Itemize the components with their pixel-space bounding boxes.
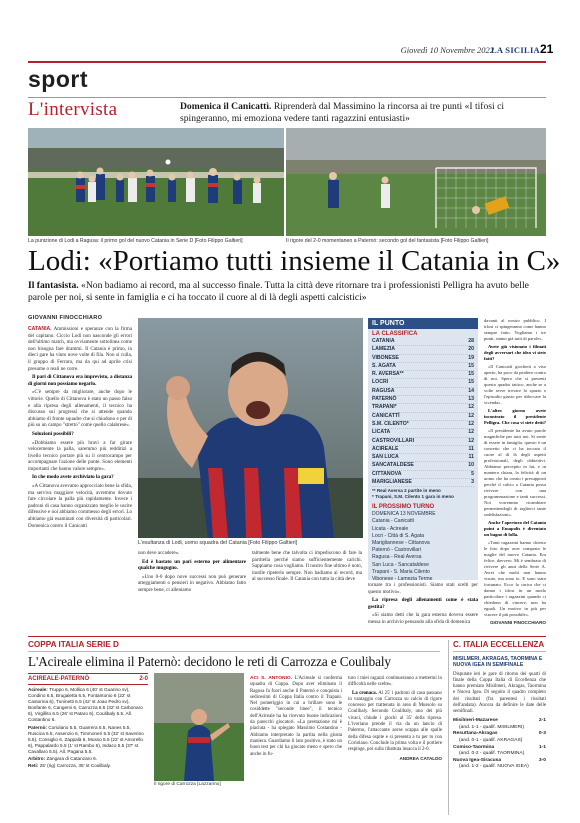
standings-points: 28 — [468, 338, 474, 344]
photo-carrozza-penalty — [154, 673, 244, 781]
result-score: 2-1 — [538, 718, 546, 724]
standings-points: 12 — [468, 404, 474, 411]
standings-note: * Trapani, S.M. Cilento 1 gara in meno — [372, 494, 454, 500]
fixtures-list — [368, 518, 478, 583]
standings-row — [372, 338, 474, 346]
fixture-row: Trapani - S. Maria Cilento — [372, 568, 430, 575]
question-6: Avete già visionato i filmati degli avversari che idea vi siete fatti? — [484, 344, 546, 361]
standings-points: 12 — [468, 437, 474, 444]
standings-team: S. AGATA — [372, 362, 396, 369]
photo-penalty — [286, 128, 546, 236]
fixture-row: Vibonese - Lamezia Terme — [372, 575, 433, 582]
header-date: Giovedì 10 Novembre 2022 — [400, 45, 494, 55]
bottom-headline: L'Acireale elimina il Paternò: decidono le reti di Carrozza e Coulibaly — [28, 654, 391, 669]
standings-row — [372, 413, 474, 421]
standings-points: 12 — [468, 420, 474, 427]
standings-row — [372, 438, 474, 446]
article-p10: davanti al nostro pubblico. I tifosi ci spingeranno come hanno sempre fatto. Vogliamo i tre punti, siamo già tutti di parole». — [484, 318, 546, 341]
standings-points: 10 — [468, 462, 474, 469]
eccellenza-results — [453, 718, 546, 771]
result-note: (and. 1-1 - qualif. MISILMERI) — [459, 724, 524, 730]
next-turn-date: DOMENICA 13 NOVEMBRE — [372, 511, 436, 518]
header-page-number: 21 — [540, 42, 554, 56]
article-p7: talmente bene che talvolta ci impediscono di fare la partitella perché siamo sufficientemente carichi. Sappiamo cosa vogliamo. Il nostro fine ultimo è noto, inutile ripeterlo sempre. Non badiamo ai record, ma al successo finale. Il Catania con tutta la città deve — [252, 550, 362, 583]
standings-points: 5 — [471, 470, 474, 477]
standings-row — [372, 462, 474, 470]
carrozza-image — [154, 673, 244, 781]
standings-row — [372, 421, 474, 429]
question-8: Anche l'apertura del Catania point a Emapolis è diventato un bagno di folla. — [484, 520, 546, 537]
standings-points: 15 — [468, 371, 474, 378]
standings-team: CASTROVILLARI — [372, 437, 415, 444]
article-p1: Ammissioni e speranze con la firma del capitano. Ciccio Lodi non nasconde gli errori dell'ultimo match, ma ovviamente sottolinea come non bisogna fare drammi. Il Catania è primo, in dieci gare ha vinto nove volte di fila. Non si culla, il gruppo di Ferraro, ma da qui ad aprile crisi presume o reali ne corre. — [28, 326, 132, 372]
article-col-2 — [138, 550, 246, 596]
question-1: Il pari di Cittanova era imprevisto, a distanza di giorni non possiamo negarlo. — [28, 374, 132, 387]
standings-team: MARIGLIANESE — [372, 479, 412, 486]
question-5: La ripresa degli allenamenti come è stata gestita? — [368, 597, 478, 610]
standings-team: SAN LUCA — [372, 454, 399, 461]
tabellino-entry — [28, 687, 148, 724]
standings-team: VIBONESE — [372, 354, 399, 361]
free-kick-image — [28, 128, 284, 236]
standings-points: 3 — [471, 479, 474, 486]
deck-text: Riprenderà dal Massimino la rincorsa ai tre punti «I tifosi ci spingeranno, mi emoziona vedere tanti ragazzini entusiasti» — [180, 101, 505, 125]
page-header — [0, 42, 580, 58]
section-kicker: L'intervista — [28, 99, 118, 120]
standings-team: S.M. CILENTO* — [372, 420, 409, 427]
standings-row — [372, 454, 474, 462]
tabellino-label: Reti: — [28, 763, 40, 769]
subhead-bold: Il fantasista. — [28, 280, 79, 291]
byline: GIOVANNI FINOCCHIARO — [28, 315, 103, 321]
tabellino-text: 25' (rig) Carrozza, 35' st Coulibaly. — [39, 763, 111, 769]
photo-celebration — [138, 318, 363, 538]
standings-row — [372, 479, 474, 487]
fixture-row: Ragusa - Real Aversa — [372, 554, 422, 561]
standings-team: ACIREALE — [372, 445, 399, 452]
fixture-row: Catania - Canicattì — [372, 518, 415, 525]
standings-team: R. AVERSA** — [372, 371, 404, 378]
article-p12: «Il presidente ha avuto parole magnifiche per tutti noi. Si sente di essere in famiglia, questo è un concetto che ci ha toccato il cuore al di là degli aspetti professionali, degli obbiettivi. Abbiamo percepito in lui, e in maniera chiara, la felicità di un uomo che ha creato i presupposti perché il calcio a Catania possa rivivere con una programmazione e tanti successi. Noi vorremmo ricambiare permettendogli di toglierci tante soddisfazioni». — [484, 428, 546, 517]
article-p3: «Dobbiamo essere più bravi a far girare velocemente la palla, saremmo più redditizi a livello tecnico portare più su il centrocampo per accompagnare l'azione delle punte. Sono elementi importanti che hanno valore sempre». — [28, 439, 132, 472]
article-signature: GIOVANNI FINOCCHIARO — [489, 620, 546, 625]
sidebar-box — [368, 318, 478, 580]
lead-place: CATANIA. — [28, 326, 52, 332]
article-col-last — [484, 318, 546, 628]
standings-team: SANCATALDESE — [372, 462, 414, 469]
standings-team: CANICATTÌ — [372, 412, 400, 419]
tabellino-label: Arbitro: — [28, 756, 47, 762]
article-p2: «C'è sempre da migliorare, anche dopo le vittorie. Quello di Cittanova è stato un passo falso e alla ripresa degli allenamenti, il tecnico ha discusso sui progressi che si attende quando abbiamo di fronte squadre che si chiudono e per di più su un campo "stretto" come quello calabrese». — [28, 389, 132, 429]
deck-bold: Domenica il Canicattì. — [180, 101, 272, 112]
result-note: (and. 0-1 - qualif. AKRAGAS) — [459, 738, 523, 744]
standings-row — [372, 396, 474, 404]
score-teams: ACIREALE-PATERNÒ — [28, 676, 90, 682]
standings-row — [372, 346, 474, 354]
celebration-image — [138, 318, 363, 538]
coppa-serie-d-label: COPPA ITALIA SERIE D — [28, 640, 440, 652]
result-match: Resuttana-Akragas — [453, 731, 498, 737]
standings-row — [372, 355, 474, 363]
standings-points: 19 — [468, 354, 474, 361]
result-match: Comiso-Taormina — [453, 744, 495, 750]
eccellenza-label: C. ITALIA ECCELLENZA — [453, 640, 546, 652]
tabellino-entry — [28, 756, 148, 762]
standings-table — [368, 338, 478, 487]
section-name: sport — [28, 66, 88, 92]
standings-row — [372, 429, 474, 437]
standings-points: 12 — [468, 412, 474, 419]
article-p4: «A Cittanova avevamo approcciato bene la sfida, ma serviva maggiore velocità, avremmo dovuto fare circolare la palla più rapidamente. Invece i padroni di casa hanno organizzato meglio le uscite difensive e noi abbiamo commesso degli errori. Lo abbiamo già esaminati con diversità di particolari. Domenica contro il Canicattì — [28, 483, 132, 529]
standings-points: 14 — [468, 387, 474, 394]
article-col-1 — [28, 326, 132, 531]
bottom-col3-text: turo i miei ragazzi continueranno a mettermi in difficoltà nelle scelte». — [348, 676, 442, 688]
subhead — [28, 280, 548, 304]
standings-row — [372, 379, 474, 387]
photo-caption-left: La punizione di Lodi a Ragusa: il primo gol del nuovo Catania in Serie D [Foto Filippo Galtieri] — [28, 238, 243, 244]
standings-note: ** Real Aversa 2 partite in meno — [372, 488, 441, 494]
result-score: 1-1 — [538, 744, 546, 750]
center-photo-caption: L'esultanza di Lodi, uomo squadra del Catania [Foto Filippo Galtieri] — [138, 540, 298, 546]
photo-caption-right: Il rigore del 2-0 momentaneo a Paternò: secondo gol del fantasista [Foto Filippo Galtieri] — [286, 238, 489, 244]
fixture-row: Marigliannese - Cittanova — [372, 539, 430, 546]
standings-row — [372, 363, 474, 371]
question-4: Ed è bastato un pari esterno per alimentare qualche mugugno. — [138, 558, 246, 572]
tabellino-text: Truppo 6, Mollica 6 (40' st Guarino sv), Condino 6.5, Brugaletta 6.5, Fontantonio 6 (22' st Castorina 6), Tuninetti 6.5 (42' st Joao Pedro sv), Bonfante 6, Cangemi 6, Carrozza 6.5 (32' st Carbonaro 6), Virgillito 6.5 (26' st Pataro 6), Coulibaly 6.5. All. Costantino 6. — [28, 687, 143, 723]
next-turn-title: IL PROSSIMO TURNO — [372, 504, 435, 511]
header-rule — [28, 61, 546, 63]
standings-team: LAMEZIA — [372, 346, 396, 353]
fixture-row: Locri - Città di S. Agata — [372, 532, 425, 539]
article-col-4 — [368, 582, 478, 628]
standings-points: 20 — [468, 346, 474, 353]
tabellino-text: Coriolano 5.5, Guarrera 5.5, Nanes 5.5, Ruscica 5.5, Assenzio 6, Timmoneri 5.5 (32' st Saverino 5.5), Consiglio 6, Zappalà 6, Musso 5.5 (22' st Amorello 6), Pappalardo 5.5 (1' st Rambo 6), Indaco 5.5 (37' st Cavallaro 5.5). All. Pagana 5.5. — [28, 724, 144, 754]
standings-row — [372, 471, 474, 479]
question-3: In che modo avete archiviato la gara? — [32, 474, 114, 481]
result-score: 0-3 — [538, 731, 546, 737]
standings-team: RAGUSA — [372, 387, 395, 394]
standings-row — [372, 404, 474, 412]
standings-points: 11 — [468, 445, 474, 452]
standings-team: CITTANOVA — [372, 470, 402, 477]
score-header — [28, 673, 148, 685]
standings-team: LICATA — [372, 429, 391, 436]
standings-points: 15 — [468, 379, 474, 386]
score-box — [28, 673, 148, 815]
article-p11: «Il Canicattì giocherà a viso aperto, ha poco da perdere contro di noi. Spero che si presenti questo quadro tattico, anche se a volte serve trovare lo spazio e l'episodio giusto per sbloccare la vicenda». — [484, 364, 546, 405]
result-note: (and. 1-2 - qualif. NUOVA IGEA) — [459, 764, 529, 770]
score-value: 2-0 — [139, 676, 148, 682]
article-p13: «Tanti ragazzini hanno chiesto le foto dopo aver comprato le maglie del nuovo Catania. Era felice, davvero. Mi è sembrato di rivivere gli anni della Serie A. Avrei che molti non hanno visuto, ma sono io. E sono stato fortunato. Ecco la carica che ci danno i tifosi in un modo particolare i ragazzini quando ci chiedono di vincere, non ha eguali. Un motivo in più per vincere il più possibile». — [484, 540, 546, 617]
article-p5: non deve accadere». — [138, 550, 180, 556]
fixture-row: Licata - Acireale — [372, 525, 409, 532]
standings-title: LA CLASSIFICA — [372, 331, 418, 337]
bottom-col3b-text: Al 25' i padroni di casa passano in vantaggio con Carrozza su calcio di rigore concesso per trattenuta in area di Mussolo su Coulibaly. Secondo Coulibaly, uno dei più vivaci, chiude i giochi al 35' della ripresa. L'ivoriano prende il via da un lancio di Palermo, l'attaccante aorse scappa alle spalle della difesa ospite e si presenta a tu per tu con Coriolano. Conclude la prima volta e il portiere respinge, poi sulla ribattuta insacca il 2-0. — [348, 690, 443, 753]
standings-team: PATERNÒ — [372, 396, 397, 403]
article-p6: «Uno 0-0 dopo nove successi non può generare atteggiamenti o pensieri in negativo. Abbiamo fatto sempre bene, ci alleniamo — [138, 573, 246, 593]
standings-row — [372, 371, 474, 379]
tabellino — [28, 687, 148, 769]
tabellino-entry — [28, 763, 148, 769]
question-2: Soluzioni possibili? — [32, 430, 74, 437]
standings-points: 11 — [468, 454, 474, 461]
standings-points: 15 — [468, 362, 474, 369]
fixture-row: Paternò - Castrovillari — [372, 547, 421, 554]
standings-row — [372, 446, 474, 454]
cronaca-label: La cronaca. — [352, 690, 377, 696]
standings-points: 12 — [468, 429, 474, 436]
header-paper: LA SICILIA — [490, 45, 540, 55]
standings-notes — [368, 487, 478, 501]
result-match: Misilmeri-Mazarese — [453, 718, 498, 724]
article-p8: tornare tra i professionisti. Siamo stati scelti per questo motivo». — [368, 582, 478, 595]
headline: Lodi: «Portiamo tutti insieme il Catania in C» — [28, 245, 561, 277]
bottom-col-2 — [250, 676, 342, 760]
photo-free-kick — [28, 128, 284, 236]
result-match: Nuova Igea-Siracusa — [453, 757, 502, 763]
tabellino-label: Acireale: — [28, 687, 50, 692]
penalty-image — [286, 128, 546, 236]
tabellino-entry — [28, 725, 148, 755]
standings-row — [372, 388, 474, 396]
question-7: L'altro giorno avete incontrato il presidente Pelligra. Che cosa vi siete detti? — [484, 408, 546, 425]
result-note: (and. 0-2 - qualif. TAORMINA) — [459, 751, 525, 757]
result-score: 3-0 — [538, 757, 546, 763]
article-col-3 — [252, 550, 362, 585]
fixture-row: San Luca - Sancataldese — [372, 561, 429, 568]
eccellenza-box — [448, 640, 546, 815]
standings-team: CATANIA — [372, 338, 395, 344]
section-rule — [28, 97, 546, 98]
article-p9: «Si siamo detti che la gara esterna doveva essere messa in archivio pensando alla sfida di domenica — [368, 612, 478, 625]
eccellenza-title: MISILMERI, AKRAGAS, TAORMINA E NUOVA IGEA IN SEMIFINALE — [453, 656, 543, 669]
subhead-text: «Non badiamo ai record, ma al successo finale. Tutta la città deve ritornare tra i professionisti Pelligra ha avuto belle parole per noi, si sente in famiglia e ci ha toccato il cuore al di là degli aspetti calcistici» — [28, 280, 529, 304]
bottom-rule — [28, 636, 546, 637]
aci-place: ACI S. ANTONIO. — [250, 676, 293, 681]
bottom-signature: ANDREA CATALDO — [399, 755, 442, 761]
standings-team: TRAPANI* — [372, 404, 397, 411]
bottom-col2-text: L'Acireale si conferma squadra di Coppa. Dopo aver eliminato il Ragusa fa fuori anche il Paternò e conquista i sedicesimi di Coppa Italia contro il Trapani. Nel pomeriggio in cui a brillare sono le cosiddette "seconde linee", il tecnico dell'Acireale ha ha ricevuto buone indicazioni da parecchi giocatori. «La prestazione mi è piaciuta - ha spiegato Massimo Costantino - Abbiamo interpretato la partita nella giusta maniera. Guardiamo il lato positivo, è stato un buon test per chi ha giocato meno e spero che anche in fu- — [250, 676, 342, 757]
carrozza-caption: Il rigore di Carrozza [Lazzarino] — [154, 782, 221, 787]
deck — [180, 101, 546, 126]
bottom-col-3 — [348, 676, 442, 764]
standings-team: LOCRI — [372, 379, 389, 386]
eccellenza-text: Disputate ieri le gare di ritorno dei quarti di finale della Coppa Italia di Eccellenza che hanno premiato Misilmeri, Akragas, Taormina e Nuova Igea. Di seguito il quadro completo dei risultati (fra parentesi i risultati dell'andata). Ancora da definire le date delle semifinali. — [453, 671, 546, 715]
sidebar-title: IL PUNTO — [368, 318, 478, 329]
tabellino-label: Paternò: — [28, 724, 49, 730]
result-row — [453, 718, 546, 725]
standings-points: 13 — [468, 396, 474, 403]
tabellino-text: Zangara di Catanzaro 6. — [46, 756, 98, 762]
